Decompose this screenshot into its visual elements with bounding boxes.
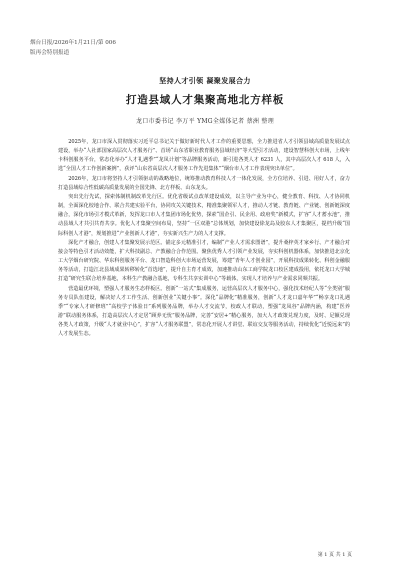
body-paragraph: 营造最优环境，塑强人才服务生态样板区。创新“一站式”集成服务，运营高层次人才服务中心，强化技术经纪人等“全类别”服务专员队伍建设，解决好人才工作生活、创新创业“关键小事”。深化“品牌化”精准服务，创新“人才龙口嘉年华”“畅享龙口礼遇季”“专家人才研修班”“高校学子体验日”系列服务品牌，举办人才交流节，校政人才联动，塑强“龙凤谷”品牌内涵，构建“医养游”联动服务体系，打造高层次人才定居“顾养无忧”服务品牌，完善“安居+”精心服务，加大人才政策兑现力度，及时、足额兑现各类人才政策，升级“人才就业中心”，扩容“人才服务联盟”，常态化开展人才讲堂、联谊交友等服务活动，持续优化“近悦远来”的人才发展生态。 [58, 285, 350, 338]
article-kicker: 坚持人才引领 凝聚发展合力 [159, 76, 251, 85]
publication-info-line-2: 版再会特别报道 [30, 50, 70, 56]
publication-info [30, 38, 116, 58]
page-number: 第 1 页 共 1 页 [317, 552, 352, 558]
article-byline: 龙口市委书记 李万平 YMG全媒体记者 蔡洲 整理 [135, 118, 275, 125]
body-paragraph: 深化产才融合，创建人才集聚发展示范区。锚定多元精准引才，编制“产业人才需求图谱”，提升桑梓英才家乡行、产才融合对接会等特色引才活动效能，扩大科技副总、产教融合合作范围。聚焦优秀人才引领产业发展，夯实科创机器体系，加快推进北京化工大学烟台研究院、华东科创服务平台、龙口智造科创大市场运营发展，筹建“青年人才创业园”，开展科技成果转化、科创金融服务等活动，打造江北县域成果转移转化“首选地”，提升自主育才成效，加速推动山东工商学院龙口校区建成投用，依托龙口大学城打造“研究生联合培养基地，本科生产教融合基地，专科生共享实训中心”等载体，实现人才培养与产业需求同频共振。 [58, 239, 350, 283]
article-body [58, 138, 350, 339]
article-title: 打造县域人才集聚高地北方样板 [125, 94, 285, 106]
body-paragraph: 2026年，龙口市将坚持人才引领驱动的战略地位，统筹推动教育科技人才一体化发展，全方位培养、引进、用好人才，奋力打造县域综合性低碳高质量发展的全国先锋、北方样板、山东龙头。 [58, 175, 350, 191]
body-paragraph: 2025年，龙口市深入贯彻落实习近平总书记关于做好新时代人才工作的重要思想，全力推进省人才引领县域高质量发展试点建设，举办“人社部国家高层次人才服务行”、首场“山东省职业教育服务县域经济”等大型引才活动，建设智慧科创大市场，上线年卡科创服务平台，常态化举办“人才礼遇季”“龙凤计划”等品牌服务活动，新引进各类人才 6231 人，其中高层次人才 618 人，入选“全国人才工作创新案例”，获评“山东省高层次人才服务工作先进集体”“烟台市人才工作表现突出单位”。 [58, 139, 350, 173]
body-paragraph: 突出先行先试，探索体制机制改革先行区。优化省级试点改革建设成效，以主导产业为中心，健全教育、科技、人才协同机制，全面深化校地合作、联合共建实验平台，协同攻关关键技术，精准集聚领军人才，推动人才链、教育链、产业链、创新链深度融合，深化市场引才模式革新，发挥龙口市人才集团市场化优势，探索“国企引、民企用、政府奖”新模式，扩容“人才蓄水池”，推动县域人才共引共育共享。优化人才集聚空间布局，坚持“一区双港”总体规划，加快建设徐龙岛及胶东人才集聚区，提档升级“国际科创人才港”，规划推进“产业创新人才港”，夯实新兴生产力的人才支撑。 [58, 193, 350, 237]
publication-info-line-1: 烟台日报/2026年1月21日/第 006 [30, 40, 116, 46]
